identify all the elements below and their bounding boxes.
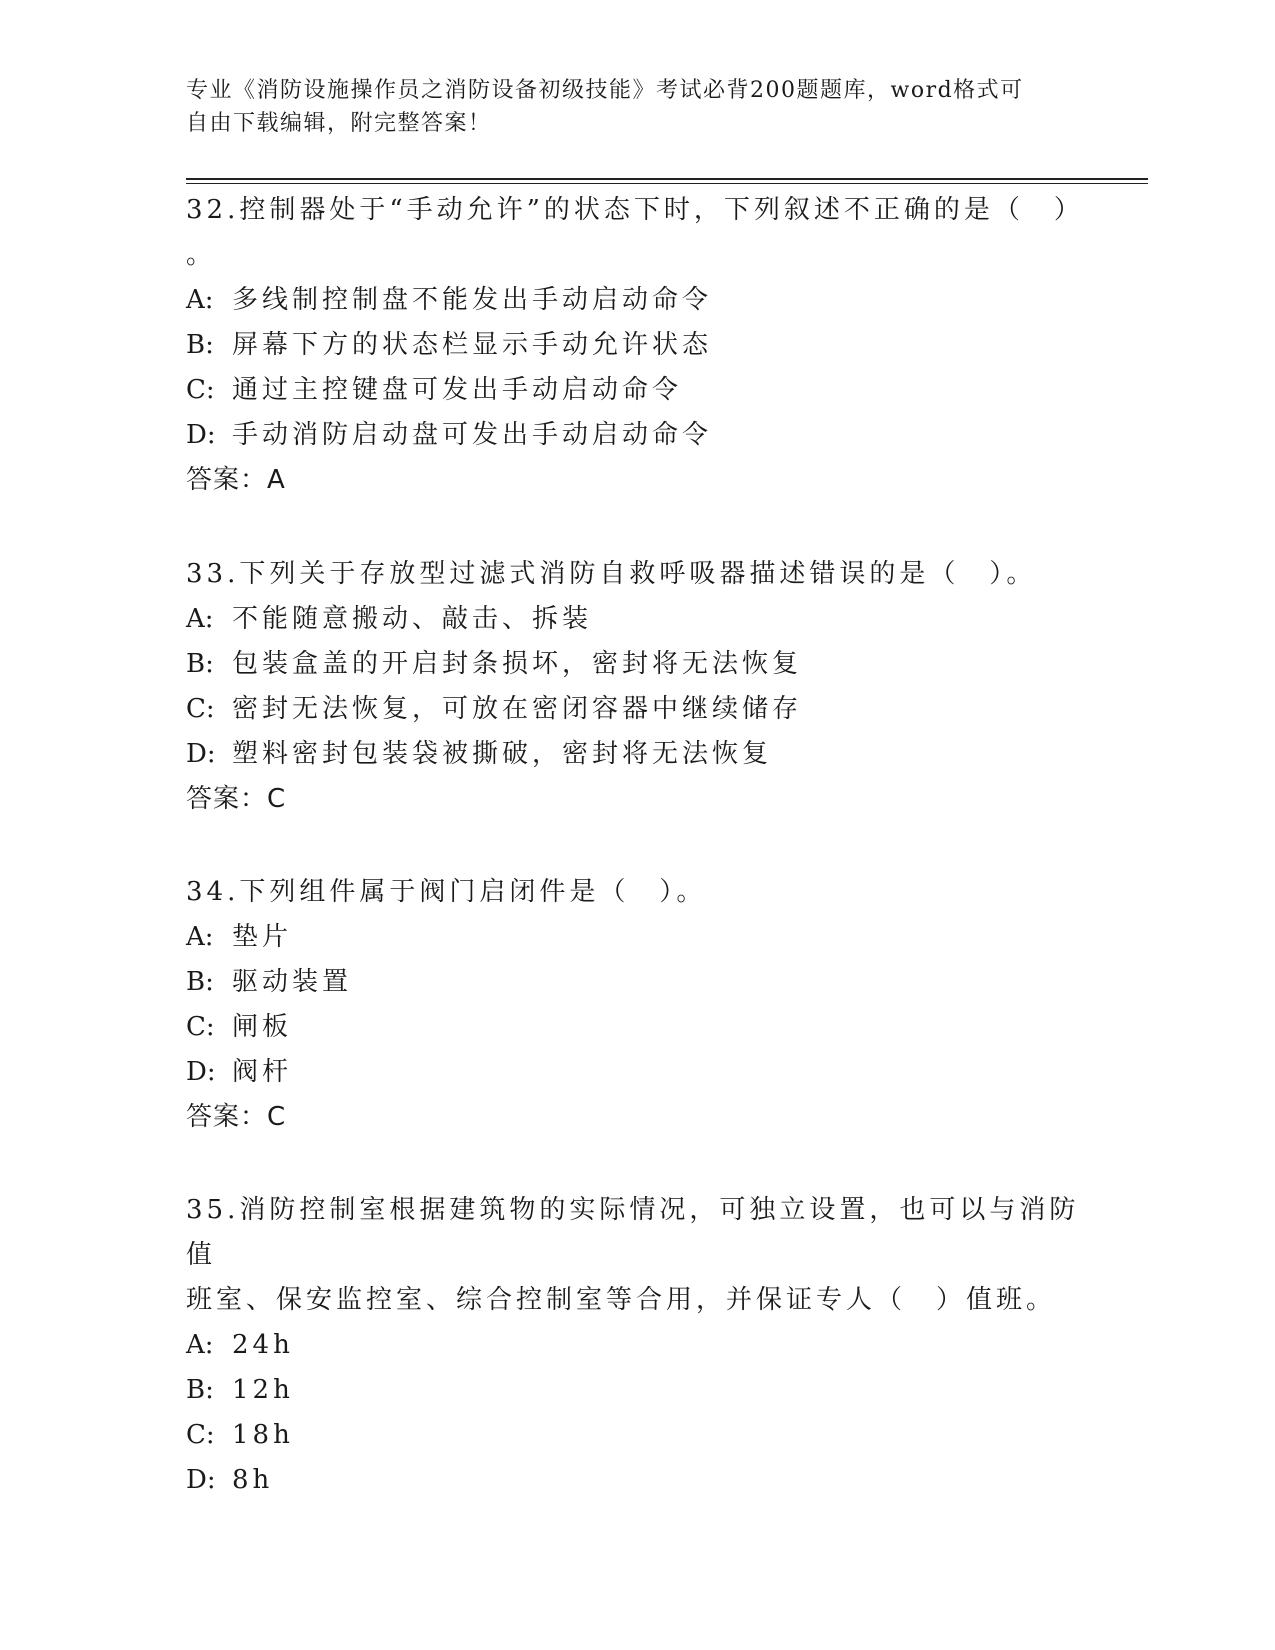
option-key: A: bbox=[186, 285, 214, 315]
option-text: 手动消防启动盘可发出手动启动命令 bbox=[232, 420, 713, 450]
question-32 bbox=[186, 188, 1086, 503]
question-34 bbox=[186, 870, 1086, 1140]
option-text: 闸板 bbox=[232, 1012, 293, 1042]
option-c bbox=[186, 687, 1086, 732]
option-key: D: bbox=[186, 739, 216, 769]
option-c bbox=[186, 368, 1086, 413]
option-text: 多线制控制盘不能发出手动启动命令 bbox=[232, 285, 713, 315]
question-stem: 34.下列组件属于阀门启闭件是（ ）。 bbox=[186, 877, 707, 907]
option-key: B: bbox=[186, 649, 214, 679]
option-text: 阀杆 bbox=[232, 1057, 293, 1087]
header-divider-thick bbox=[186, 178, 1148, 180]
option-text: 18h bbox=[232, 1420, 294, 1450]
option-key: A: bbox=[186, 922, 214, 952]
header-line-1: 专业《消防设施操作员之消防设备初级技能》考试必背200题题库，word格式可 bbox=[186, 78, 1024, 103]
option-key: B: bbox=[186, 967, 214, 997]
option-text: 屏幕下方的状态栏显示手动允许状态 bbox=[232, 330, 713, 360]
question-stem-continuation: 班室、保安监控室、综合控制室等合用，并保证专人（ ）值班。 bbox=[186, 1285, 1057, 1315]
option-key: C: bbox=[186, 375, 215, 405]
option-b bbox=[186, 1368, 1086, 1413]
document-header bbox=[186, 74, 1066, 140]
option-key: D: bbox=[186, 1465, 216, 1495]
option-key: B: bbox=[186, 330, 214, 360]
option-text: 通过主控键盘可发出手动启动命令 bbox=[232, 375, 683, 405]
option-c bbox=[186, 1413, 1086, 1458]
header-line-2: 自由下载编辑，附完整答案！ bbox=[186, 111, 492, 136]
option-text: 包装盒盖的开启封条损坏，密封将无法恢复 bbox=[232, 649, 803, 679]
option-text: 塑料密封包装袋被撕破，密封将无法恢复 bbox=[232, 739, 773, 769]
option-d bbox=[186, 1458, 1086, 1503]
option-text: 驱动装置 bbox=[232, 967, 353, 997]
option-key: C: bbox=[186, 1420, 215, 1450]
header-divider-thin bbox=[186, 183, 1148, 184]
question-stem: 33.下列关于存放型过滤式消防自救呼吸器描述错误的是（ ）。 bbox=[186, 559, 1037, 589]
option-d bbox=[186, 413, 1086, 458]
question-35 bbox=[186, 1188, 1086, 1503]
option-text: 密封无法恢复，可放在密闭容器中继续储存 bbox=[232, 694, 803, 724]
option-key: B: bbox=[186, 1375, 214, 1405]
option-a bbox=[186, 278, 1086, 323]
option-b bbox=[186, 642, 1086, 687]
option-c bbox=[186, 1005, 1086, 1050]
option-key: A: bbox=[186, 1330, 214, 1360]
option-b bbox=[186, 323, 1086, 368]
answer-label: 答案：C bbox=[186, 784, 287, 814]
option-key: C: bbox=[186, 694, 215, 724]
option-a bbox=[186, 1323, 1086, 1368]
option-key: D: bbox=[186, 420, 216, 450]
question-33 bbox=[186, 552, 1086, 822]
option-a bbox=[186, 597, 1086, 642]
answer-label: 答案：A bbox=[186, 465, 286, 495]
option-key: C: bbox=[186, 1012, 215, 1042]
option-text: 24h bbox=[232, 1330, 294, 1360]
option-d bbox=[186, 1050, 1086, 1095]
option-b bbox=[186, 960, 1086, 1005]
option-text: 垫片 bbox=[232, 922, 293, 952]
question-stem: 35.消防控制室根据建筑物的实际情况，可独立设置，也可以与消防值 bbox=[186, 1195, 1080, 1270]
option-a bbox=[186, 915, 1086, 960]
option-text: 不能随意搬动、敲击、拆装 bbox=[232, 604, 593, 634]
option-key: D: bbox=[186, 1057, 216, 1087]
option-d bbox=[186, 732, 1086, 777]
answer-label: 答案：C bbox=[186, 1102, 287, 1132]
question-stem: 32.控制器处于“手动允许”的状态下时，下列叙述不正确的是（ ） bbox=[186, 195, 1084, 225]
option-text: 12h bbox=[232, 1375, 294, 1405]
option-text: 8h bbox=[232, 1465, 274, 1495]
option-key: A: bbox=[186, 604, 214, 634]
question-stem-continuation: 。 bbox=[186, 240, 217, 270]
